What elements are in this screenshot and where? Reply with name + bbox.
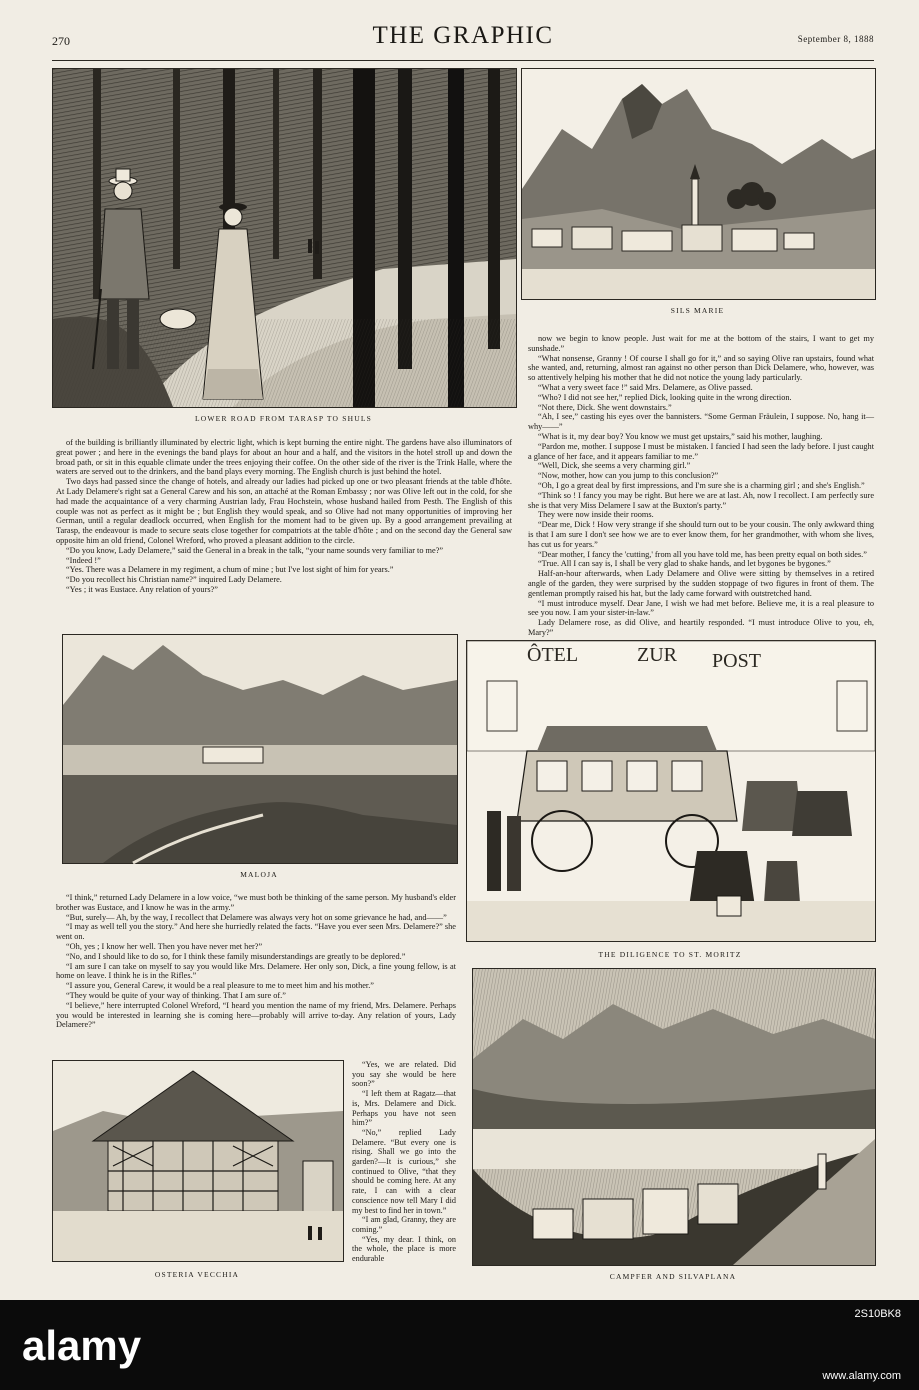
paragraph: “Indeed !” bbox=[66, 555, 101, 565]
paragraph: “I think,” returned Lady Delamere in a low voice, “we must both be thinking of the same person. My husband's elder brother was Eustace, and I know he was in the army.” bbox=[56, 893, 456, 912]
stock-url[interactable]: www.alamy.com bbox=[822, 1370, 901, 1382]
caption-diligence: THE DILIGENCE TO ST. MORITZ bbox=[598, 950, 742, 959]
article-text-right-top bbox=[528, 334, 874, 637]
paragraph: “I believe,” here interrupted Colonel Wreford, “I heard you mention the name of my friend, Mrs. Delamere. Perhaps you would be interested in learning she is coming here—probably will arrive to-day. Any relation of yours, Lady Delamere?” bbox=[56, 1000, 456, 1030]
illustration-diligence bbox=[466, 640, 876, 942]
caption-lower-road: LOWER ROAD FROM TARASP TO SHULS bbox=[195, 414, 372, 423]
article-text-left-top bbox=[56, 438, 512, 624]
stock-watermark-band bbox=[0, 1300, 919, 1390]
paragraph: “Well, Dick, she seems a very charming girl.” bbox=[538, 461, 691, 471]
paragraph: “I am glad, Granny, they are coming.” bbox=[352, 1215, 456, 1234]
paragraph: “I am sure I can take on myself to say you would like Mrs. Delamere. Her only son, Dick, a fine young fellow, is at home on leave. I think he is in the Rifles.” bbox=[56, 961, 456, 981]
hotel-sign-letters-mid: ZUR bbox=[637, 644, 677, 666]
article-text-narrow bbox=[352, 1060, 456, 1285]
mountain-village-engraving bbox=[522, 69, 875, 299]
paragraph: “What nonsense, Granny ! Of course I shall go for it,” and so saying Olive ran upstairs, found what she wanted, and, returning, almost ran against no other person than Dick Delamere, who, however, was so attentively helping his mother that he did not notice the young lady particularly. bbox=[528, 353, 874, 383]
paragraph: “Oh, yes ; I know her well. Then you have never met her?” bbox=[66, 941, 263, 951]
paragraph: “Pardon me, mother. I suppose I must be mistaken. I fancied I had seen the lady before. I just caught a glance of her face, and it appears familiar to me.” bbox=[528, 441, 874, 461]
lake-valley-engraving bbox=[63, 635, 457, 863]
paragraph: “Dear mother, I fancy the 'cutting,' from all you have told me, has been pretty equal on both sides.” bbox=[538, 549, 867, 559]
paragraph: “No, and I should like to do so, for I think these family misunderstandings are greatly to be deplored.” bbox=[66, 951, 406, 961]
illustration-campfer bbox=[472, 968, 876, 1266]
paragraph: “Not there, Dick. She went downstairs.” bbox=[538, 402, 672, 412]
caption-sils-marie: SILS MARIE bbox=[670, 306, 725, 315]
stock-logo bbox=[22, 1322, 262, 1370]
paragraph: They were now inside their rooms. bbox=[538, 510, 654, 520]
hotel-sign-letters-left: ÔTEL bbox=[527, 644, 579, 666]
paragraph: “Now, mother, how can you jump to this conclusion?” bbox=[538, 471, 719, 481]
issue-date: September 8, 1888 bbox=[797, 34, 874, 44]
paragraph: “I may as well tell you the story.” And here she hurriedly related the facts. “Have you ever seen Mrs. Delamere?” she went on. bbox=[56, 922, 456, 942]
paragraph: “Oh, I go a great deal by first impressions, and I'm sure she is a charming girl ; and she's English.” bbox=[538, 480, 865, 490]
paragraph: Two days had passed since the change of hotels, and already our ladies had picked up one or two pleasant friends at the table d'hôte. At Lady Delamere's right sat a General Carew and his son, an attaché at the Roman Embassy ; nor was Olive left out in the cold, for she had made the acquaintance of a very charming Austrian lady, Frau Hochstein, whose husband hailed from Pesth. The English of this couple was not as perfect as it might be ; but English they would speak, and so Olive had not many opportunities of improving her German, until a regular deadlock occurred, when English for the moment had to be given up. By a good arrangement prevailing at Tarasp, the endeavour is made to secure seats close together for compatriots at the table d'hôte ; and on the second day the General saw opposite him an old friend, Colonel Wreford, who proved a pleasant addition to the circle. bbox=[56, 477, 512, 545]
paragraph: “Do you recollect his Christian name?” inquired Lady Delamere. bbox=[66, 575, 282, 585]
masthead-title: THE GRAPHIC bbox=[372, 22, 554, 49]
svg-text:alamy: alamy bbox=[22, 1322, 142, 1369]
paragraph: “I assure you, General Carew, it would be a real pleasure to me to meet him and his mother.” bbox=[66, 981, 374, 991]
paragraph: “What is it, my dear boy? You know we must get upstairs,” said his mother, laughing. bbox=[538, 431, 823, 441]
paragraph: “I left them at Ragatz—that is, Mrs. Delamere and Dick. Perhaps you have not seen him?” bbox=[352, 1089, 456, 1128]
paragraph: Half-an-hour afterwards, when Lady Delamere and Olive were sitting by themselves in a retired angle of the garden, they were surprised by the sudden stoppage of two figures in front of them. The gentleman promptly raised his hat, but the lady came forward with outstretched hand. bbox=[528, 569, 874, 598]
paragraph: “Think so ! I fancy you may be right. But here we are at last. Ah, now I recollect. I am perfectly sure she is that very Miss Delamere I saw at the Buxton's party.” bbox=[528, 490, 874, 510]
stagecoach-engraving bbox=[467, 641, 875, 941]
paragraph: “Yes ; it was Eustace. Any relation of yours?” bbox=[66, 584, 218, 594]
page-header bbox=[52, 22, 874, 58]
paragraph: “Who? I did not see her,” replied Dick, looking quite in the wrong direction. bbox=[538, 392, 792, 402]
paragraph: of the building is brilliantly illuminated by electric light, which is kept burning the entire night. The gardens have also illuminators of great power ; and here in the evenings the band plays for about an hour and a half, and the visitors in the hotel stroll up and down the broad path, or sit in this equable climate under the trees enjoying their coffee. On the other side of the river is the Trink Halle, where the waters are served out to the drinkers, and the band plays every morning. The English church is just behind the hotel. bbox=[56, 438, 512, 477]
paragraph: “They would be quite of your way of thinking. That I am sure of.” bbox=[66, 990, 286, 1000]
paragraph: “What a very sweet face !” said Mrs. Delamere, as Olive passed. bbox=[538, 382, 753, 392]
paragraph: Lady Delamere rose, as did Olive, and heartily responded. “I must introduce Olive to you, eh, Mary?” bbox=[528, 618, 874, 637]
stock-image-id: 2S10BK8 bbox=[854, 1308, 901, 1320]
illustration-maloja bbox=[62, 634, 458, 864]
paragraph: “Do you know, Lady Delamere,” said the General in a break in the talk, “your name sounds very familiar to me?” bbox=[66, 545, 444, 555]
illustration-osteria bbox=[52, 1060, 344, 1262]
article-text-left-mid bbox=[56, 893, 456, 1053]
caption-osteria: OSTERIA VECCHIA bbox=[154, 1270, 240, 1279]
paragraph: “Yes, we are related. Did you say she would be here soon?” bbox=[352, 1060, 456, 1089]
page-number: 270 bbox=[52, 34, 70, 48]
caption-campfer: CAMPFER AND SILVAPLANA bbox=[609, 1272, 737, 1281]
forest-engraving bbox=[53, 69, 516, 407]
paragraph: “Yes, my dear. I think, on the whole, the place is more endurable bbox=[352, 1234, 456, 1264]
paragraph: now we begin to know people. Just wait for me at the bottom of the stairs, I want to get my sunshade.” bbox=[528, 334, 874, 353]
lake-town-engraving bbox=[473, 969, 875, 1265]
caption-maloja: MALOJA bbox=[240, 870, 278, 879]
illustration-sils-marie bbox=[521, 68, 876, 300]
paragraph: “Yes. There was a Delamere in my regiment, a chum of mine ; but I've lost sight of him for years.” bbox=[66, 565, 394, 575]
paragraph: “Ah, I see,” casting his eyes over the bannisters. “Some German Fräulein, I suppose. No, hang it—why——” bbox=[528, 412, 874, 432]
paragraph: “True. All I can say is, I shall be very glad to shake hands, and let bygones be bygones.” bbox=[538, 559, 831, 569]
paragraph: “I must introduce myself. Dear Jane, I wish we had met before. Believe me, it is a real pleasure to see you now. I am your sister-in-law.” bbox=[528, 598, 874, 618]
chalet-engraving bbox=[53, 1061, 343, 1261]
hotel-sign-letters-right: POST bbox=[712, 650, 761, 672]
paragraph: “Dear me, Dick ! How very strange if she should turn out to be your cousin. The only awkward thing is that I am sure I don't see how we are to ever know them, for her grandmother, with whom she lives, has cut us for years.” bbox=[528, 520, 874, 549]
illustration-lower-road bbox=[52, 68, 517, 408]
paragraph: “But, surely— Ah, by the way, I recollect that Delamere was always very hot on some grievance he had, and——” bbox=[66, 912, 447, 922]
paragraph: “No,” replied Lady Delamere. “But every one is rising. Shall we go into the garden?—It is curious,” she continued to Olive, “that they should be coming here. At any rate, I can with a clear conscience now tell Mary I did my best to find her in town.” bbox=[352, 1127, 456, 1215]
header-rule bbox=[52, 60, 874, 61]
